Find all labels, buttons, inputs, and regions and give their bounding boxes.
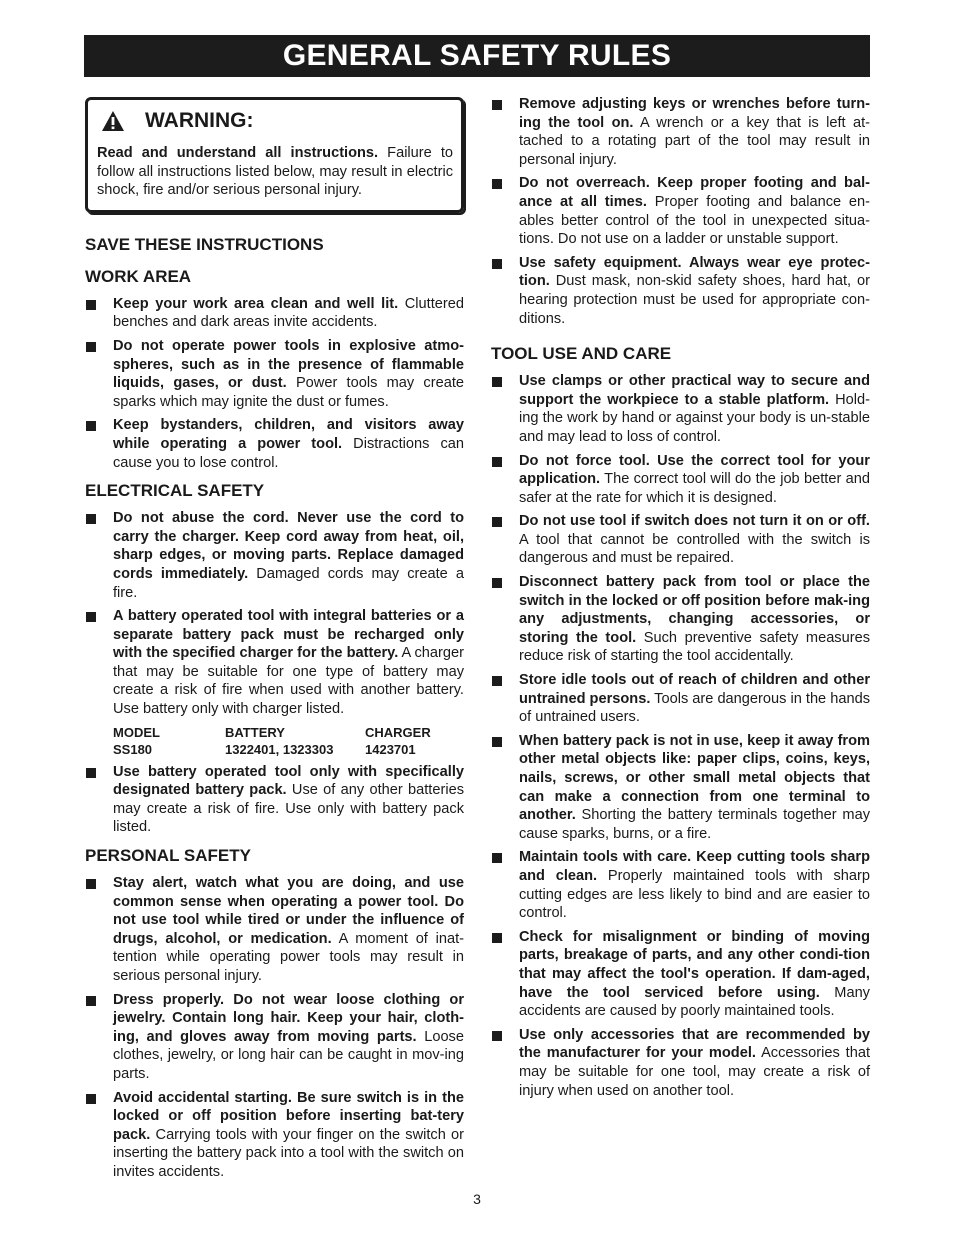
rule-bold: Check for misalignment or binding of moving parts, breakage of parts, and any other condi-tion that may affect the tool's operation. If dam-aged, have the tool serviced before using. bbox=[519, 928, 870, 1001]
work-area-section bbox=[85, 267, 464, 472]
rule-bold: Do not overreach. Keep proper footing and bal-ance at all times. bbox=[519, 175, 870, 210]
table-row bbox=[113, 741, 431, 758]
table-header-battery: BATTERY bbox=[225, 724, 285, 740]
rule-item bbox=[491, 512, 870, 568]
rule-bold: Keep your work area clean and well lit. bbox=[113, 295, 399, 312]
rule-bold: Use only accessories that are recommended by the manufacturer for your model. bbox=[519, 1026, 870, 1062]
warning-box bbox=[85, 97, 464, 213]
table-header-charger: CHARGER bbox=[365, 724, 431, 740]
rule-text: Accessories that may be suitable for one tool, may create a risk of injury when used on another tool. bbox=[519, 1045, 870, 1099]
rule-item bbox=[491, 1026, 870, 1100]
bullet-icon bbox=[492, 377, 502, 387]
rule-bold: Keep bystanders, children, and visitors away while operating a power tool. bbox=[113, 417, 464, 452]
general-rules-section bbox=[491, 95, 870, 328]
rule-text: Proper footing and balance en-ables better control of the tool in unexpected situa-tions. Do not use on a ladder or unstable support. bbox=[519, 193, 870, 248]
rule-item bbox=[491, 848, 870, 922]
bullet-icon bbox=[492, 933, 502, 943]
save-instructions-heading: SAVE THESE INSTRUCTIONS bbox=[85, 234, 324, 254]
rule-text: Carrying tools with your finger on the switch or inserting the battery pack into a tool with the switch on invites accidents. bbox=[113, 1126, 464, 1180]
bullet-icon bbox=[86, 421, 96, 431]
rule-text: A charger that may be suitable for one type of battery may create a risk of fire when used with another battery. Use battery only with charger listed. bbox=[113, 645, 464, 718]
rule-bold: Maintain tools with care. Keep cutting tools sharp and clean. bbox=[519, 849, 870, 884]
bullet-icon bbox=[492, 259, 502, 269]
bullet-icon bbox=[492, 100, 502, 110]
rule-item bbox=[491, 452, 870, 508]
rule-item bbox=[491, 372, 870, 446]
rule-bold: Do not force tool. Use the correct tool for your application. bbox=[519, 452, 870, 488]
rule-bold: Do not abuse the cord. Never use the cord to carry the charger. Keep cord away from heat, oil, sharp edges, or moving parts. Replace damaged cords immediately. bbox=[113, 510, 464, 582]
rule-text: A tool that cannot be controlled with the switch is dangerous and must be repaired. bbox=[519, 531, 870, 567]
bullet-icon bbox=[492, 457, 502, 467]
rule-item bbox=[85, 607, 464, 719]
warning-text bbox=[97, 144, 453, 200]
rule-bold: A battery operated tool with integral batteries or a separate battery pack must be recharged only with the specified charger for the battery. bbox=[113, 608, 464, 662]
rule-text: Hold-ing the work by hand or against your body is un-stable and may lead to loss of control. bbox=[519, 391, 870, 445]
rule-item bbox=[491, 254, 870, 328]
rule-item bbox=[491, 928, 870, 1021]
rule-text: Tools are dangerous in the hands of untrained users. bbox=[519, 690, 870, 726]
rule-item bbox=[85, 991, 464, 1084]
rule-bold: When battery pack is not in use, keep it away from other metal objects like: paper clips, coins, keys, nails, screws, or other small metal objects that can make a connection from one terminal to another. bbox=[519, 732, 870, 824]
bullet-icon bbox=[86, 514, 96, 524]
rule-item bbox=[85, 295, 464, 332]
bullet-icon bbox=[492, 676, 502, 686]
bullet-icon bbox=[492, 578, 502, 588]
warning-body-text: Failure to follow all instructions listed below, may result in electric shock, fire and/or serious personal injury. bbox=[97, 145, 453, 199]
rule-bold: Store idle tools out of reach of children and other untrained persons. bbox=[519, 672, 870, 707]
warning-bold-text: Read and understand all instructions. bbox=[97, 145, 379, 161]
bullet-icon bbox=[492, 853, 502, 863]
table-header-model: MODEL bbox=[113, 724, 160, 740]
rule-bold: Use clamps or other practical way to secure and support the workpiece to a stable platform. bbox=[519, 373, 870, 408]
rule-text: A wrench or a key that is left at-tached to a rotating part of the tool may result in personal injury. bbox=[519, 114, 870, 168]
rule-bold: Use safety equipment. Always wear eye protec-tion. bbox=[519, 254, 870, 290]
table-header-row bbox=[113, 724, 431, 741]
electrical-safety-section bbox=[85, 481, 464, 837]
bullet-icon bbox=[86, 1094, 96, 1104]
rule-item bbox=[85, 874, 464, 986]
personal-safety-heading: PERSONAL SAFETY bbox=[85, 846, 251, 866]
rule-text: Distractions can cause you to lose control. bbox=[113, 435, 464, 471]
rule-bold: Do not operate power tools in explosive atmo-spheres, such as in the presence of flammable liquids, gases, or dust. bbox=[113, 337, 464, 392]
rule-item bbox=[491, 95, 870, 169]
warning-triangle-icon bbox=[101, 110, 125, 132]
bullet-icon bbox=[492, 737, 502, 747]
rule-item bbox=[85, 509, 464, 602]
rule-bold: Use battery operated tool only with specifically designated battery pack. bbox=[113, 763, 464, 799]
bullet-icon bbox=[86, 996, 96, 1006]
warning-header bbox=[97, 110, 453, 132]
right-column bbox=[491, 95, 870, 1109]
rule-bold: Dress properly. Do not wear loose clothing or jewelry. Contain long hair. Keep your hair, cloth-ing, and gloves away from moving parts. bbox=[113, 991, 464, 1045]
page-title: GENERAL SAFETY RULES bbox=[84, 35, 870, 77]
rule-item bbox=[491, 174, 870, 248]
warning-title: WARNING: bbox=[145, 108, 254, 132]
work-area-heading: WORK AREA bbox=[85, 266, 192, 286]
personal-safety-section bbox=[85, 846, 464, 1182]
table-cell-charger: 1423701 bbox=[365, 741, 416, 757]
left-column bbox=[85, 97, 464, 1191]
bullet-icon bbox=[86, 879, 96, 889]
rule-text: Such preventive safety measures reduce risk of starting the tool accidentally. bbox=[519, 629, 870, 665]
table-cell-battery: 1322401, 1323303 bbox=[225, 741, 334, 757]
bullet-icon bbox=[86, 342, 96, 352]
bullet-icon bbox=[492, 517, 502, 527]
rule-text: Damaged cords may create a fire. bbox=[113, 565, 464, 601]
bullet-icon bbox=[86, 768, 96, 778]
bullet-icon bbox=[492, 1031, 502, 1041]
bullet-icon bbox=[86, 300, 96, 310]
model-battery-charger-table bbox=[113, 724, 431, 758]
rule-text: Cluttered benches and dark areas invite accidents. bbox=[113, 295, 464, 331]
page-number: 3 bbox=[473, 1191, 481, 1207]
rule-text: Power tools may create sparks which may ignite the dust or fumes. bbox=[113, 375, 464, 410]
rule-bold: Do not use tool if switch does not turn it on or off. bbox=[519, 513, 870, 530]
rule-item bbox=[85, 1089, 464, 1182]
rule-text: Properly maintained tools with sharp cutting edges are less likely to bind and are easier to control. bbox=[519, 867, 871, 922]
rule-bold: Stay alert, watch what you are doing, and use common sense when operating a power tool. Do not use tool while tired or under the influence of drugs, alcohol, or medication. bbox=[113, 875, 464, 947]
tool-use-heading: TOOL USE AND CARE bbox=[491, 344, 672, 364]
rule-bold: Avoid accidental starting. Be sure switch is in the locked or off position before inserting bat-tery pack. bbox=[113, 1089, 464, 1143]
rule-bold: Remove adjusting keys or wrenches before turn-ing the tool on. bbox=[519, 96, 870, 131]
rule-text: A moment of inat-tention while operating power tools may result in serious personal injury. bbox=[113, 930, 464, 984]
rule-text: Shorting the battery terminals together may cause sparks, burns, or a fire. bbox=[519, 807, 870, 842]
rule-item bbox=[85, 763, 464, 837]
rule-item bbox=[491, 732, 870, 844]
rule-item bbox=[85, 337, 464, 411]
bullet-icon bbox=[492, 179, 502, 189]
tool-use-section bbox=[491, 344, 870, 1100]
rule-item bbox=[491, 573, 870, 666]
rule-text: Many accidents are caused by poorly maintained tools. bbox=[519, 984, 870, 1020]
table-cell-model: SS180 bbox=[113, 741, 153, 757]
rule-text: Dust mask, non-skid safety shoes, hard hat, or hearing protection must be used for appropriate con-ditions. bbox=[519, 273, 870, 327]
rule-text: Use of any other batteries may create a risk of fire. Use only with battery pack listed. bbox=[113, 782, 464, 836]
rule-text: The correct tool will do the job better and safer at the rate for which it is designed. bbox=[519, 471, 870, 506]
rule-bold: Disconnect battery pack from tool or place the switch in the locked or off position before mak-ing any adjustments, changing accessories, or storing the tool. bbox=[519, 574, 870, 646]
electrical-safety-heading: ELECTRICAL SAFETY bbox=[85, 481, 265, 501]
rule-text: Loose clothes, jewelry, or long hair can be caught in mov-ing parts. bbox=[113, 1028, 464, 1082]
bullet-icon bbox=[86, 612, 96, 622]
rule-item bbox=[491, 671, 870, 727]
rule-item bbox=[85, 416, 464, 472]
